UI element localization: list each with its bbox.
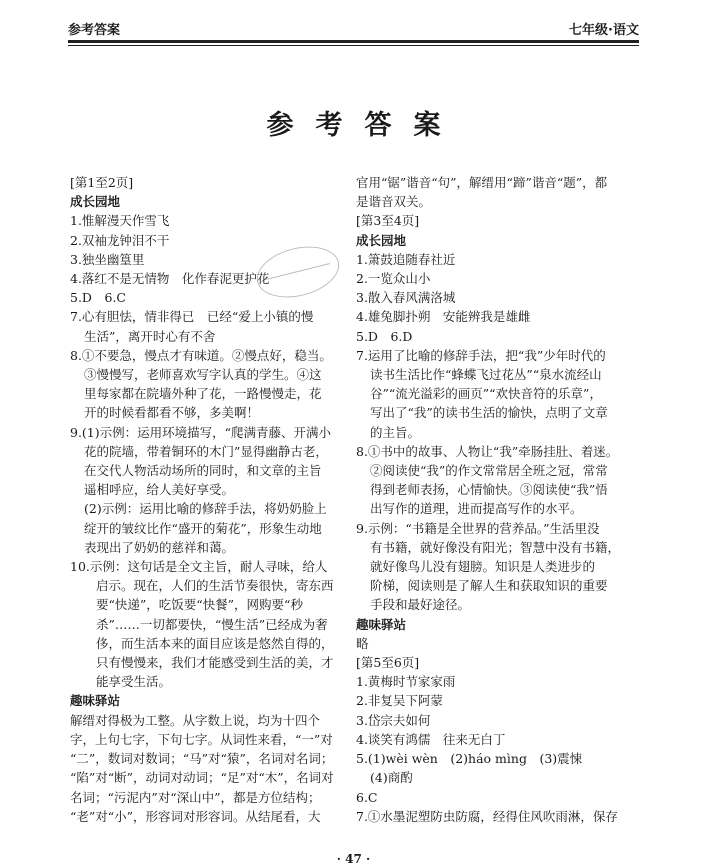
answer-line: 得到老师表扬，心情愉快。③阅读使“我”悟 <box>370 482 608 498</box>
answer-line: 开的时候看都看不够，多美啊！ <box>84 405 260 421</box>
answer-line: 解缙对得极为工整。从字数上说，均为十四个 <box>70 712 321 728</box>
answer-line: 4.谈笑有鸿儒 往来无白丁 <box>356 731 506 747</box>
answer-line: 能享受生活。 <box>96 674 172 690</box>
left-column <box>70 173 332 826</box>
answer-line: 绽开的皱纹比作“盛开的菊花”，形象生动地 <box>84 520 322 536</box>
answer-line: 要“快递”，吃饭要“快餐”，网购要“秒 <box>96 597 303 613</box>
answer-line: 名词；“污泥内”对“深山中”，都是方位结构； <box>70 789 321 805</box>
answer-line: [第5至6页] <box>356 655 420 671</box>
answer-line: 花的院墙，带着铜环的木门”显得幽静古老， <box>84 443 328 459</box>
answer-line: 4.落红不是无情物 化作春泥更护花 <box>70 271 270 287</box>
answer-line: 官用“锯”谐音“句”，解缙用“蹄”谐音“题”，都 <box>356 175 608 190</box>
answer-line: (2)示例：运用比喻的修辞手法，将奶奶脸上 <box>84 501 327 517</box>
answer-line: 7.①水墨泥塑防虫防腐，经得住风吹雨淋，保存 <box>356 808 618 824</box>
answer-line: 有书籍，就好像没有阳光；智慧中没有书籍， <box>370 539 621 555</box>
answer-line: 出写作的道理，进而提高写作的水平。 <box>370 501 583 517</box>
answer-line: “陷”对“断”，动词对动词；“足”对“木”，名词对 <box>70 770 334 786</box>
section-heading: 趣味驿站 <box>70 693 121 709</box>
answer-line: 谷”“流光溢彩的画页”“欢快音符的乐章”， <box>370 386 602 402</box>
header-left-label: 参考答案 <box>68 23 121 38</box>
answer-line: 里每家都在院墙外种了花，一路慢慢走，花 <box>84 386 322 402</box>
answer-line: 5.(1)wèi wèn (2)háo mìng (3)震悚 <box>356 751 583 767</box>
answer-line: 的主旨。 <box>370 424 421 440</box>
answer-line: 5.D 6.C <box>70 290 126 306</box>
answer-line: 8.①书中的故事、人物让“我”牵肠挂肚、着迷。 <box>356 443 619 459</box>
right-column <box>356 173 622 826</box>
header-right-label: 七年级·语文 <box>569 23 639 38</box>
answer-line: 5.D 6.D <box>356 328 413 344</box>
answer-line: 8.①不要急，慢点才有味道。②慢点好，稳当。 <box>70 347 332 363</box>
answer-line: “老”对“小”，形容词对形容词。从结尾看，大 <box>70 808 321 824</box>
header-rule-thick <box>68 40 639 43</box>
page-number: · 47 · <box>336 852 371 866</box>
section-heading: 成长园地 <box>70 194 121 210</box>
section-heading: 趣味驿站 <box>356 616 407 632</box>
answer-line: 3.散入春风满洛城 <box>356 290 456 306</box>
answer-line: ②阅读使“我”的作文常常居全班之冠，常常 <box>370 463 608 479</box>
answer-line: 3.独坐幽篁里 <box>70 251 145 267</box>
answer-line: 略 <box>356 635 369 651</box>
answer-line: 表现出了奶奶的慈祥和蔼。 <box>84 539 235 555</box>
answer-line: 杀”……一切都要快，“慢生活”已经成为奢 <box>96 616 328 632</box>
answer-line: [第1至2页] <box>70 175 134 190</box>
answer-line: ③慢慢写，老师喜欢写字认真的学生。④这 <box>84 367 322 383</box>
section-heading: 成长园地 <box>356 232 407 248</box>
answer-line: 2.非复吴下阿蒙 <box>356 693 443 709</box>
answer-line: 只有慢慢来，我们才能感受到生活的美，才 <box>96 655 334 671</box>
answer-line: 1.惟解漫天作雪飞 <box>70 213 170 229</box>
answer-line: 生活”，离开时心有不舍 <box>84 328 216 344</box>
page-header <box>68 12 639 38</box>
answer-line: 7.心有胆怯，情非得已 已经“爱上小镇的慢 <box>70 309 314 325</box>
answer-line: 阶梯，阅读则是了解人生和获取知识的重要 <box>370 578 608 594</box>
answer-line: 读书生活比作“蜂蝶飞过花丛”“泉水流经山 <box>370 367 602 383</box>
answer-line: 在交代人物活动场所的同时，和文章的主旨 <box>84 463 322 479</box>
answer-line: 9.(1)示例：运用环境描写，“爬满青藤、开满小 <box>70 424 332 440</box>
answer-line: 7.运用了比喻的修辞手法，把“我”少年时代的 <box>356 347 606 363</box>
answer-line: 就好像鸟儿没有翅膀。知识是人类进步的 <box>370 559 596 575</box>
answer-line: 字，上句七字，下句七字。从词性来看，“一”对 <box>70 731 333 747</box>
answer-line: 1.黄梅时节家家雨 <box>356 674 456 690</box>
answer-line: 1.箫鼓追随春社近 <box>356 251 456 267</box>
answer-line: 6.C <box>356 789 378 805</box>
answer-line: 2.一览众山小 <box>356 271 431 287</box>
answer-line: 遥相呼应，给人美好享受。 <box>84 482 235 498</box>
answer-line: 启示。现在，人们的生活节奏很快，寄东西 <box>96 578 334 594</box>
answer-line: 侈，而生活本来的面目应该是悠然自得的， <box>96 635 334 651</box>
answer-line: “二”，数词对数词；“马”对“猿”，名词对名词； <box>70 751 334 767</box>
answer-line: 9.示例：“书籍是全世界的营养品。”生活里没 <box>356 520 600 536</box>
answer-line: (4)商酌 <box>370 770 413 786</box>
header-rule-thin <box>68 45 639 46</box>
answer-line: 4.雄兔脚扑朔 安能辨我是雄雌 <box>356 309 531 325</box>
page-title: 参考答案 <box>266 110 463 141</box>
answer-line: 写出了“我”的读书生活的愉快，点明了文章 <box>370 405 608 421</box>
answer-line: 3.岱宗夫如何 <box>356 712 431 728</box>
answer-line: 10.示例：这句话是全文主旨，耐人寻味，给人 <box>70 559 328 575</box>
answer-line: [第3至4页] <box>356 213 420 229</box>
answer-line: 2.双袖龙钟泪不干 <box>70 232 170 248</box>
answer-line: 是谐音双关。 <box>356 194 432 210</box>
answer-line: 手段和最好途径。 <box>370 597 471 613</box>
